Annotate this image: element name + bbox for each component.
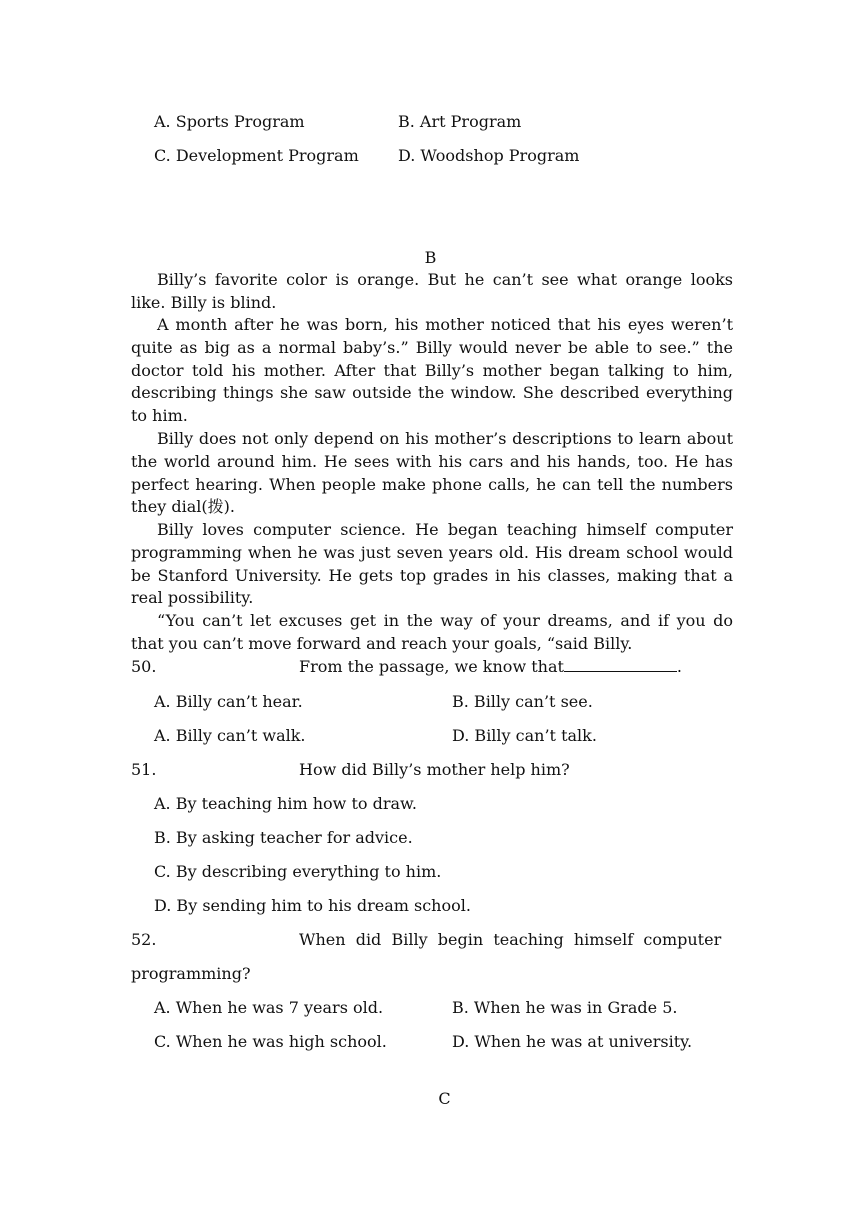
prev-option-b: B. Art Program (398, 112, 522, 131)
question-51-option-d: D. By sending him to his dream school. (154, 896, 471, 915)
prev-option-d: D. Woodshop Program (398, 146, 580, 165)
question-51-stem: How did Billy’s mother help him? (299, 760, 570, 779)
question-51-option-b: B. By asking teacher for advice. (154, 828, 413, 847)
question-50-stem: From the passage, we know that . (299, 657, 683, 676)
question-51-number: 51. (131, 760, 157, 779)
passage-paragraph-5: “You can’t let excuses get in the way of your dreams, and if you do that you can’t move forward and reach your goals, “said Billy. (131, 611, 733, 653)
question-52-option-d: D. When he was at university. (452, 1032, 693, 1051)
passage-paragraph-1: Billy’s favorite color is orange. But he can’t see what orange looks like. Billy is blind. (131, 270, 733, 312)
question-50-option-b: B. Billy can’t see. (452, 692, 593, 711)
question-50-option-c: A. Billy can’t walk. (154, 726, 306, 745)
question-51-option-c: C. By describing everything to him. (154, 862, 442, 881)
question-52-option-b: B. When he was in Grade 5. (452, 998, 678, 1017)
question-51-option-a: A. By teaching him how to draw. (154, 794, 417, 813)
section-c-heading: C (438, 1089, 451, 1108)
question-52-stem-line2: programming? (131, 964, 251, 983)
question-52-option-a: A. When he was 7 years old. (154, 998, 384, 1017)
question-52-number: 52. (131, 930, 157, 949)
question-50-option-d: D. Billy can’t talk. (452, 726, 597, 745)
answer-blank (564, 657, 677, 672)
passage-paragraph-4: Billy loves computer science. He began teaching himself computer programming when he was just seven years old. His dream school would be Stanford University. He gets top grades in his classes, making that a real possibility. (131, 520, 733, 608)
passage-paragraph-3: Billy does not only depend on his mother’s descriptions to learn about the world around him. He sees with his cars and his hands, too. He has perfect hearing. When people make phone calls, he can tell the numbers they dial(拨). (131, 429, 733, 517)
prev-option-a: A. Sports Program (154, 112, 305, 131)
question-52-option-c: C. When he was high school. (154, 1032, 387, 1051)
question-52-stem-line1: When did Billy begin teaching himself computer (299, 930, 722, 949)
passage-paragraph-2: A month after he was born, his mother noticed that his eyes weren’t quite as big as a normal baby’s.” Billy would never be able to see.” the doctor told his mother. After that Billy’s mother began talking to him, describing things she saw outside the window. She described everything to him. (131, 315, 733, 426)
section-b-heading: B (424, 248, 437, 267)
prev-option-c: C. Development Program (154, 146, 359, 165)
question-50-option-a: A. Billy can’t hear. (154, 692, 303, 711)
question-50-number: 50. (131, 657, 157, 676)
